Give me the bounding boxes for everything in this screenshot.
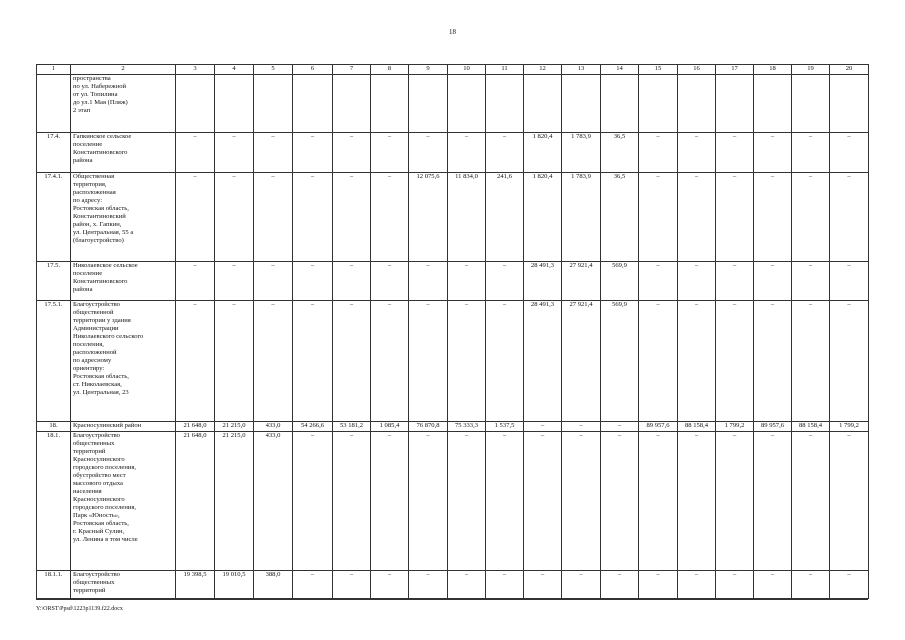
value-cell: – [409,262,448,301]
value-cell: – [176,173,215,262]
value-cell: 76 870,8 [409,422,448,432]
value-cell: 1 799,2 [716,422,754,432]
table-row [37,75,869,133]
row-name: Благоустройство общественной территории у здания Администрации Николаевского сельского поселения, расположенной по адресному ориентиру: Ростовская область, ст. Николаевская, ул. Центральная, 23 [71,301,176,422]
value-cell: 21 648,0 [176,422,215,432]
value-cell: 433,0 [254,432,293,571]
value-cell: 28 491,3 [524,301,562,422]
value-cell: – [333,133,371,173]
table-row [37,301,869,422]
column-number: 1 [37,65,71,75]
value-cell: 1 783,9 [562,173,601,262]
column-number: 8 [371,65,409,75]
value-cell: 241,6 [486,173,524,262]
column-number: 9 [409,65,448,75]
footer-file-path: Y:\ORST\Ppsd\1223p1139.f22.docx [36,606,123,612]
value-cell: 36,5 [601,173,639,262]
value-cell: 27 921,4 [562,301,601,422]
column-number: 4 [215,65,254,75]
value-cell: – [333,301,371,422]
row-code: 18. [37,422,71,432]
value-cell: 1 085,4 [371,422,409,432]
value-cell: – [333,432,371,571]
value-cell: – [601,571,639,599]
table-row [37,432,869,571]
row-name: Красносулинский район [71,422,176,432]
value-cell: – [333,571,371,599]
table-row [37,262,869,301]
column-number: 15 [639,65,678,75]
value-cell: – [716,301,754,422]
value-cell: – [754,432,792,571]
value-cell: – [448,432,486,571]
value-cell [678,75,716,133]
value-cell: – [830,173,869,262]
value-cell: 88 158,4 [678,422,716,432]
column-number: 16 [678,65,716,75]
value-cell [293,75,333,133]
value-cell [830,75,869,133]
value-cell: – [524,432,562,571]
value-cell: – [176,301,215,422]
value-cell: – [254,301,293,422]
column-number: 20 [830,65,869,75]
value-cell: – [678,571,716,599]
value-cell [448,75,486,133]
value-cell: – [524,422,562,432]
value-cell: – [215,173,254,262]
value-cell: 11 834,0 [448,173,486,262]
value-cell: 89 957,6 [754,422,792,432]
value-cell: – [754,262,792,301]
value-cell: – [486,262,524,301]
value-cell: – [371,301,409,422]
value-cell: – [293,571,333,599]
value-cell: 19 398,5 [176,571,215,599]
column-number: 18 [754,65,792,75]
value-cell: – [639,173,678,262]
row-name: Общественная территория, расположенная по адресу: Ростовская область, Константиновский район, х. Гапкин, ул. Центральная, 55 а (благоустройство) [71,173,176,262]
table-cut-line [36,599,868,600]
value-cell: 53 181,2 [333,422,371,432]
value-cell: – [254,262,293,301]
value-cell: – [639,571,678,599]
value-cell: 89 957,6 [639,422,678,432]
value-cell [371,75,409,133]
value-cell: – [678,173,716,262]
value-cell [792,75,830,133]
row-code: 17.5. [37,262,71,301]
value-cell: – [754,133,792,173]
value-cell [333,75,371,133]
column-number: 14 [601,65,639,75]
value-cell: – [601,422,639,432]
value-cell: – [754,173,792,262]
value-cell: – [830,133,869,173]
value-cell: – [448,571,486,599]
value-cell: – [215,133,254,173]
budget-table [36,64,869,599]
value-cell: – [176,262,215,301]
value-cell: – [371,133,409,173]
value-cell: – [176,133,215,173]
column-number: 13 [562,65,601,75]
value-cell [409,75,448,133]
table-row [37,173,869,262]
value-cell: – [371,173,409,262]
value-cell: – [293,432,333,571]
value-cell: 1 783,9 [562,133,601,173]
value-cell: 1 820,4 [524,173,562,262]
table-row [37,571,869,599]
row-code: 17.4. [37,133,71,173]
value-cell: – [678,262,716,301]
row-code: 17.5.1. [37,301,71,422]
value-cell: – [830,262,869,301]
value-cell: – [562,422,601,432]
value-cell: – [792,571,830,599]
value-cell: – [333,173,371,262]
value-cell [562,75,601,133]
value-cell: 88 158,4 [792,422,830,432]
value-cell: – [678,133,716,173]
value-cell: – [371,571,409,599]
column-number: 19 [792,65,830,75]
value-cell: – [371,432,409,571]
row-code [37,75,71,133]
value-cell: – [792,301,830,422]
column-number: 17 [716,65,754,75]
row-name: Благоустройство общественных территорий Красносулинского городского поселения, обустройство мест массового отдыха населения Красносулинского городского поселения, Парк «Юность», Ростовская область, г. Красный Сулин, ул. Ленина в том числе [71,432,176,571]
value-cell [486,75,524,133]
value-cell: – [792,133,830,173]
value-cell: – [448,262,486,301]
value-cell: – [486,432,524,571]
column-number: 5 [254,65,293,75]
value-cell: – [601,432,639,571]
table-row [37,422,869,432]
value-cell: – [293,301,333,422]
table-row [37,133,869,173]
value-cell: – [409,301,448,422]
value-cell [601,75,639,133]
value-cell: – [293,173,333,262]
table-header-row [37,65,869,75]
value-cell: – [254,173,293,262]
value-cell: 75 333,3 [448,422,486,432]
value-cell: – [486,301,524,422]
value-cell: 21 648,0 [176,432,215,571]
value-cell: 1 537,5 [486,422,524,432]
row-code: 17.4.1. [37,173,71,262]
value-cell: – [254,133,293,173]
value-cell: 433,0 [254,422,293,432]
value-cell: – [639,301,678,422]
value-cell: – [716,432,754,571]
value-cell [215,75,254,133]
value-cell: – [716,571,754,599]
value-cell: – [678,432,716,571]
column-number: 6 [293,65,333,75]
row-code: 18.1.1. [37,571,71,599]
value-cell: – [562,432,601,571]
value-cell: – [409,571,448,599]
column-number: 10 [448,65,486,75]
value-cell: – [830,301,869,422]
row-name: Гапкинское сельское поселение Константиновского района [71,133,176,173]
value-cell: – [293,133,333,173]
column-number: 3 [176,65,215,75]
value-cell: 54 266,6 [293,422,333,432]
value-cell: – [639,432,678,571]
value-cell: – [830,432,869,571]
value-cell: 569,9 [601,262,639,301]
value-cell: – [486,571,524,599]
value-cell: – [792,173,830,262]
column-number: 2 [71,65,176,75]
value-cell: – [524,571,562,599]
value-cell [254,75,293,133]
value-cell: – [639,133,678,173]
value-cell: 21 215,0 [215,422,254,432]
value-cell [639,75,678,133]
value-cell: 28 491,3 [524,262,562,301]
value-cell: 27 921,4 [562,262,601,301]
value-cell: – [371,262,409,301]
page-number: 18 [449,28,456,36]
row-name: Благоустройство общественных территорий [71,571,176,599]
value-cell: – [293,262,333,301]
column-number: 7 [333,65,371,75]
value-cell: – [716,133,754,173]
value-cell: 19 010,5 [215,571,254,599]
value-cell: – [716,173,754,262]
value-cell: 21 215,0 [215,432,254,571]
value-cell: – [409,133,448,173]
value-cell: 1 820,4 [524,133,562,173]
value-cell [176,75,215,133]
value-cell: – [448,301,486,422]
value-cell: 36,5 [601,133,639,173]
value-cell: – [562,571,601,599]
row-name: пространства по ул. Набережной от ул. Топилина до ул.1 Мая (Пляж) 2 этап [71,75,176,133]
value-cell: – [754,301,792,422]
value-cell: 12 075,6 [409,173,448,262]
value-cell: – [754,571,792,599]
value-cell [754,75,792,133]
value-cell: – [639,262,678,301]
value-cell: – [486,133,524,173]
value-cell: – [215,301,254,422]
value-cell: – [830,571,869,599]
row-code: 18.1. [37,432,71,571]
value-cell: – [716,262,754,301]
value-cell: – [333,262,371,301]
value-cell: 569,9 [601,301,639,422]
value-cell [716,75,754,133]
value-cell: 388,0 [254,571,293,599]
value-cell: – [448,133,486,173]
value-cell [524,75,562,133]
value-cell: – [678,301,716,422]
value-cell: 1 799,2 [830,422,869,432]
value-cell: – [215,262,254,301]
value-cell: – [792,262,830,301]
row-name: Николаевское сельское поселение Константиновского района [71,262,176,301]
value-cell: – [792,432,830,571]
column-number: 11 [486,65,524,75]
value-cell: – [409,432,448,571]
column-number: 12 [524,65,562,75]
